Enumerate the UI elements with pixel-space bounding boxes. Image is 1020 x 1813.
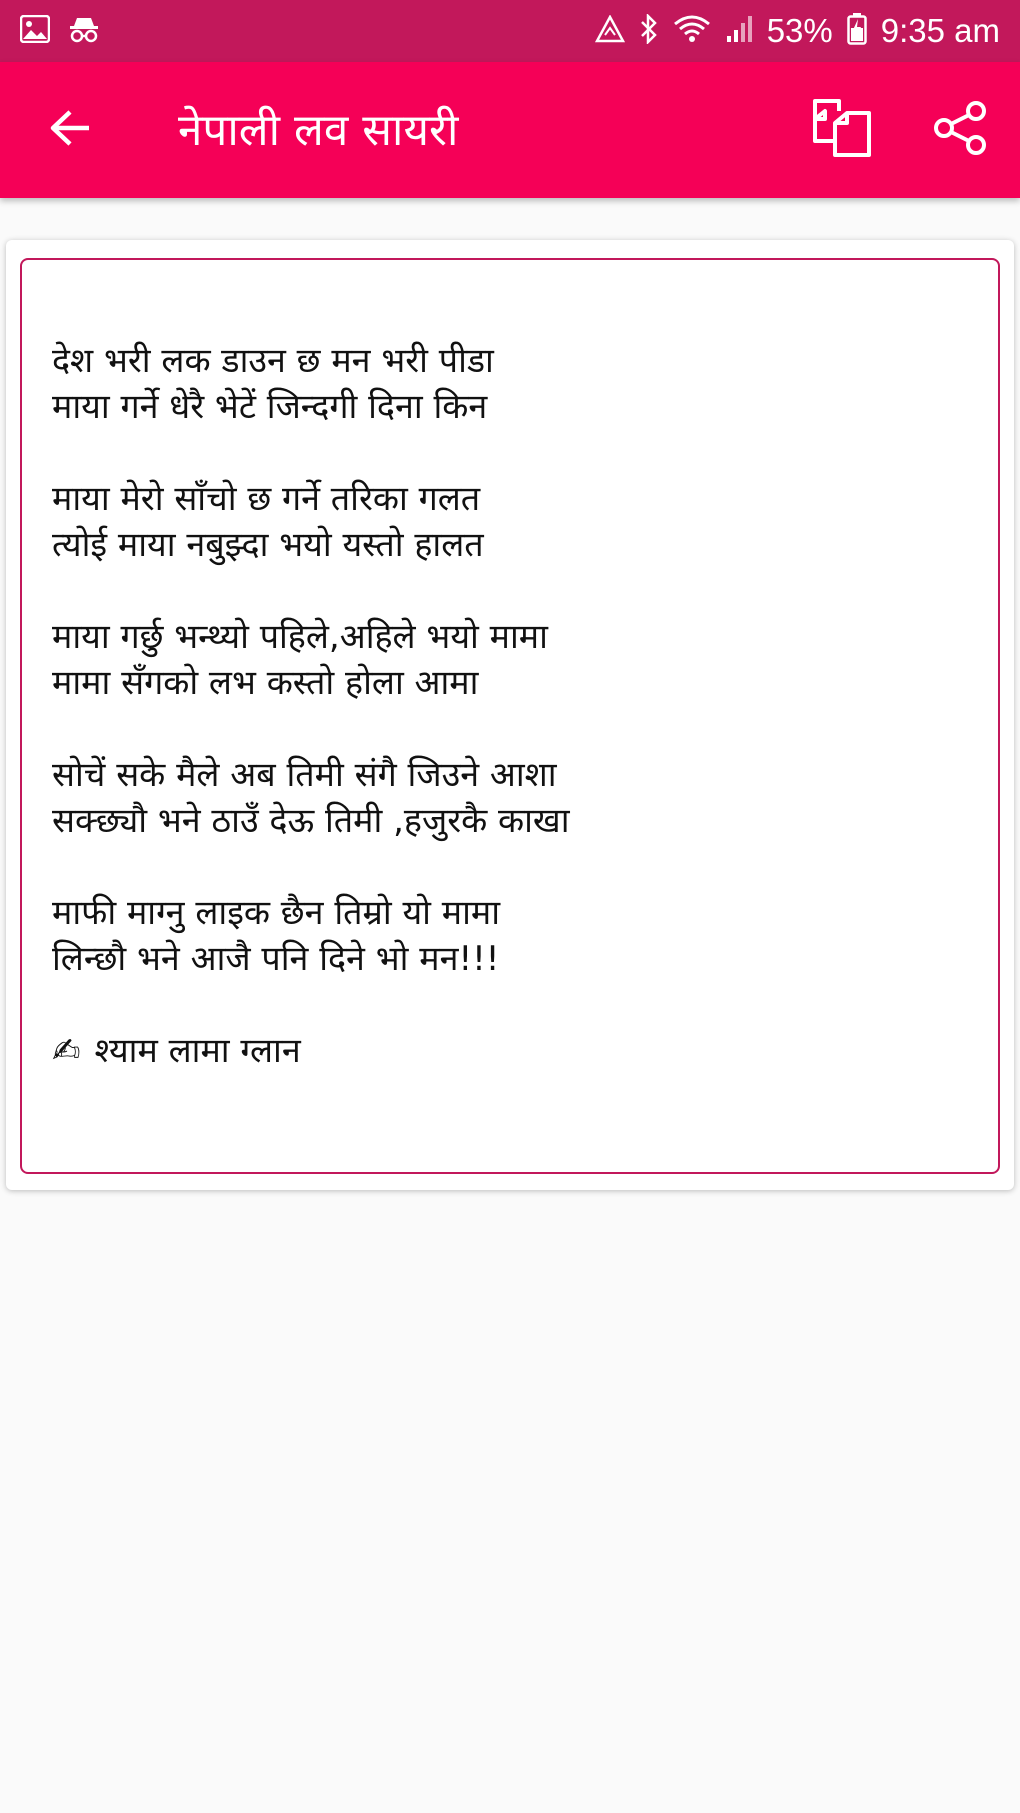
poem-line: लिन्छौ भने आजै पनि दिने भो मन!!! <box>52 939 500 979</box>
share-button[interactable] <box>918 88 1002 172</box>
stanza <box>52 338 972 430</box>
poem-line: माया गर्छु भन्थ्यो पहिले,अहिले भयो मामा <box>52 617 548 657</box>
poem-line: माया गर्ने धेरै भेटें जिन्दगी दिना किन <box>52 387 488 427</box>
stanza <box>52 752 972 844</box>
author-name: श्याम लामा ग्लान <box>94 1031 301 1071</box>
copy-icon <box>811 97 873 163</box>
poem-line: माफी माग्नु लाइक छैन तिम्रो यो मामा <box>52 893 501 933</box>
writing-hand-icon: ✍ <box>52 1031 81 1071</box>
clock: 9:35 am <box>880 12 1000 49</box>
stanza <box>52 890 972 982</box>
poem-card <box>6 240 1014 1190</box>
poem-signature <box>52 1028 972 1074</box>
back-arrow-icon <box>48 108 92 152</box>
poem-frame <box>20 258 1000 1174</box>
poem-line: सक्छ्यौ भने ठाउँ देऊ तिमी ,हजुरकै काखा <box>52 801 570 841</box>
battery-icon <box>847 13 867 49</box>
poem-line: त्योई माया नबुझ्दा भयो यस्तो हालत <box>52 525 484 565</box>
status-left-icons <box>20 15 100 47</box>
copy-button[interactable] <box>800 88 884 172</box>
stanza <box>52 476 972 568</box>
app-bar <box>0 62 1020 198</box>
poem-line: माया मेरो साँचो छ गर्ने तरिका गलत <box>52 479 481 519</box>
back-button[interactable] <box>30 90 110 170</box>
data-saver-icon <box>595 15 625 47</box>
bluetooth-icon <box>639 14 659 48</box>
poem-line: मामा सँगको लभ कस्तो होला आमा <box>52 663 479 703</box>
wifi-icon <box>673 14 711 48</box>
status-bar <box>0 0 1020 62</box>
poem-line: सोचें सके मैले अब तिमी संगै जिउने आशा <box>52 755 557 795</box>
signal-icon <box>725 14 753 48</box>
poem-line: देश भरी लक डाउन छ मन भरी पीडा <box>52 341 494 381</box>
poem-text <box>52 338 972 1074</box>
page-title: नेपाली लव सायरी <box>178 105 459 156</box>
battery-percent: 53% <box>766 12 833 49</box>
image-icon <box>20 15 50 47</box>
incognito-icon <box>68 15 100 47</box>
status-right-icons <box>595 12 1000 50</box>
share-icon <box>932 100 988 160</box>
stanza <box>52 614 972 706</box>
